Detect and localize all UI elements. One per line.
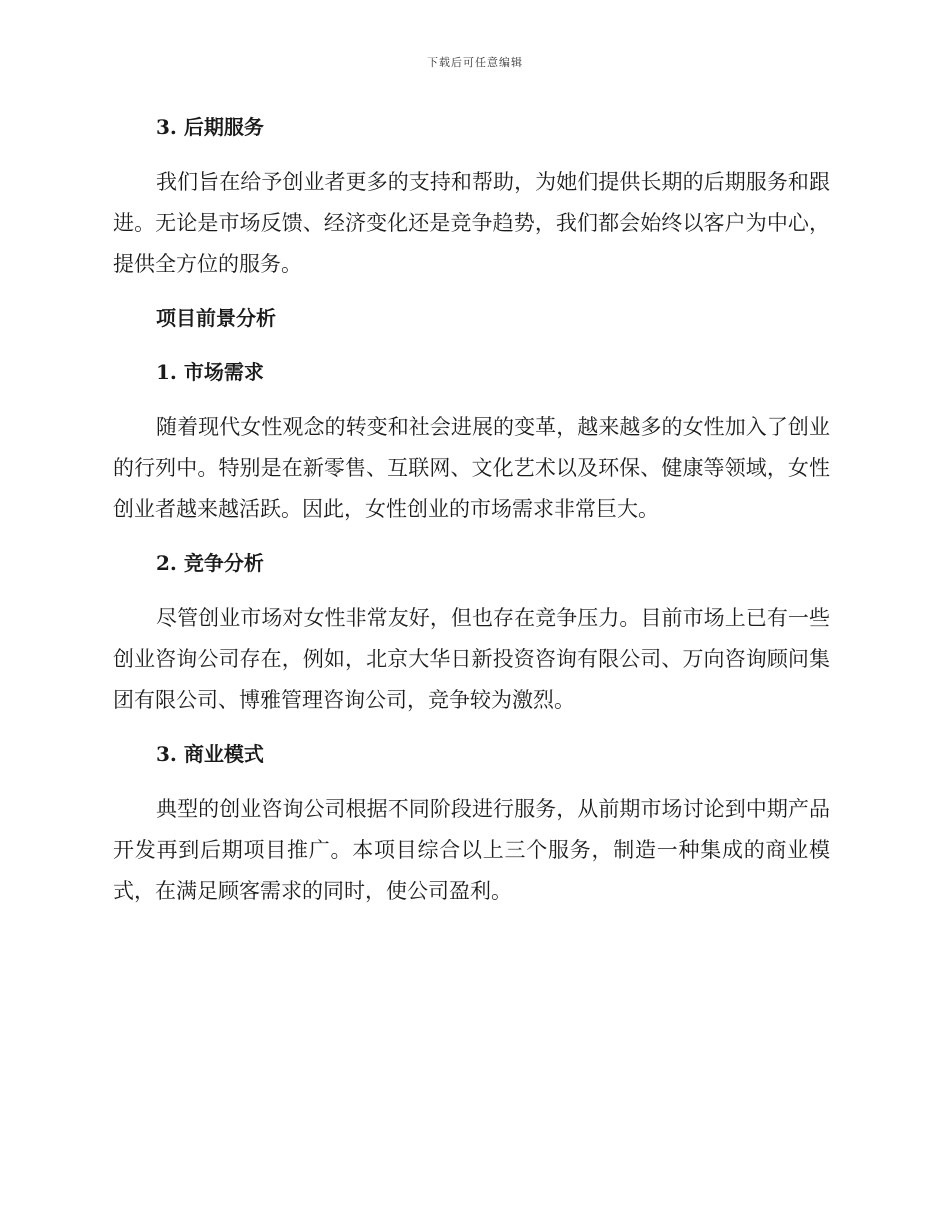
section-paragraph-aftercare: 我们旨在给予创业者更多的支持和帮助，为她们提供长期的后期服务和跟进。无论是市场反馈、经济变化还是竞争趋势，我们都会始终以客户为中心，提供全方位的服务。 [113,170,830,276]
header-note: 下载后可任意编辑 [427,56,523,69]
section-heading-competition: 2. 竞争分析 [156,551,264,575]
section-paragraph-business-model: 典型的创业咨询公司根据不同阶段进行服务，从前期市场讨论到中期产品开发再到后期项目推广。本项目综合以上三个服务，制造一种集成的商业模式，在满足顾客需求的同时，使公司盈利。 [113,797,830,903]
section-heading-business-model: 3. 商业模式 [156,742,264,766]
section-heading-market-demand: 1. 市场需求 [156,360,264,384]
section-heading-aftercare: 3. 后期服务 [156,115,264,139]
section-paragraph-competition: 尽管创业市场对女性非常友好，但也存在竞争压力。目前市场上已有一些创业咨询公司存在，例如，北京大华日新投资咨询有限公司、万向咨询顾问集团有限公司、博雅管理咨询公司，竞争较为激烈。 [113,606,830,712]
document-body [113,108,830,912]
section-heading-prospects: 项目前景分析 [156,306,276,330]
section-paragraph-market-demand: 随着现代女性观念的转变和社会进展的变革，越来越多的女性加入了创业的行列中。特别是在新零售、互联网、文化艺术以及环保、健康等领域，女性创业者越来越活跃。因此，女性创业的市场需求非常巨大。 [113,415,830,521]
